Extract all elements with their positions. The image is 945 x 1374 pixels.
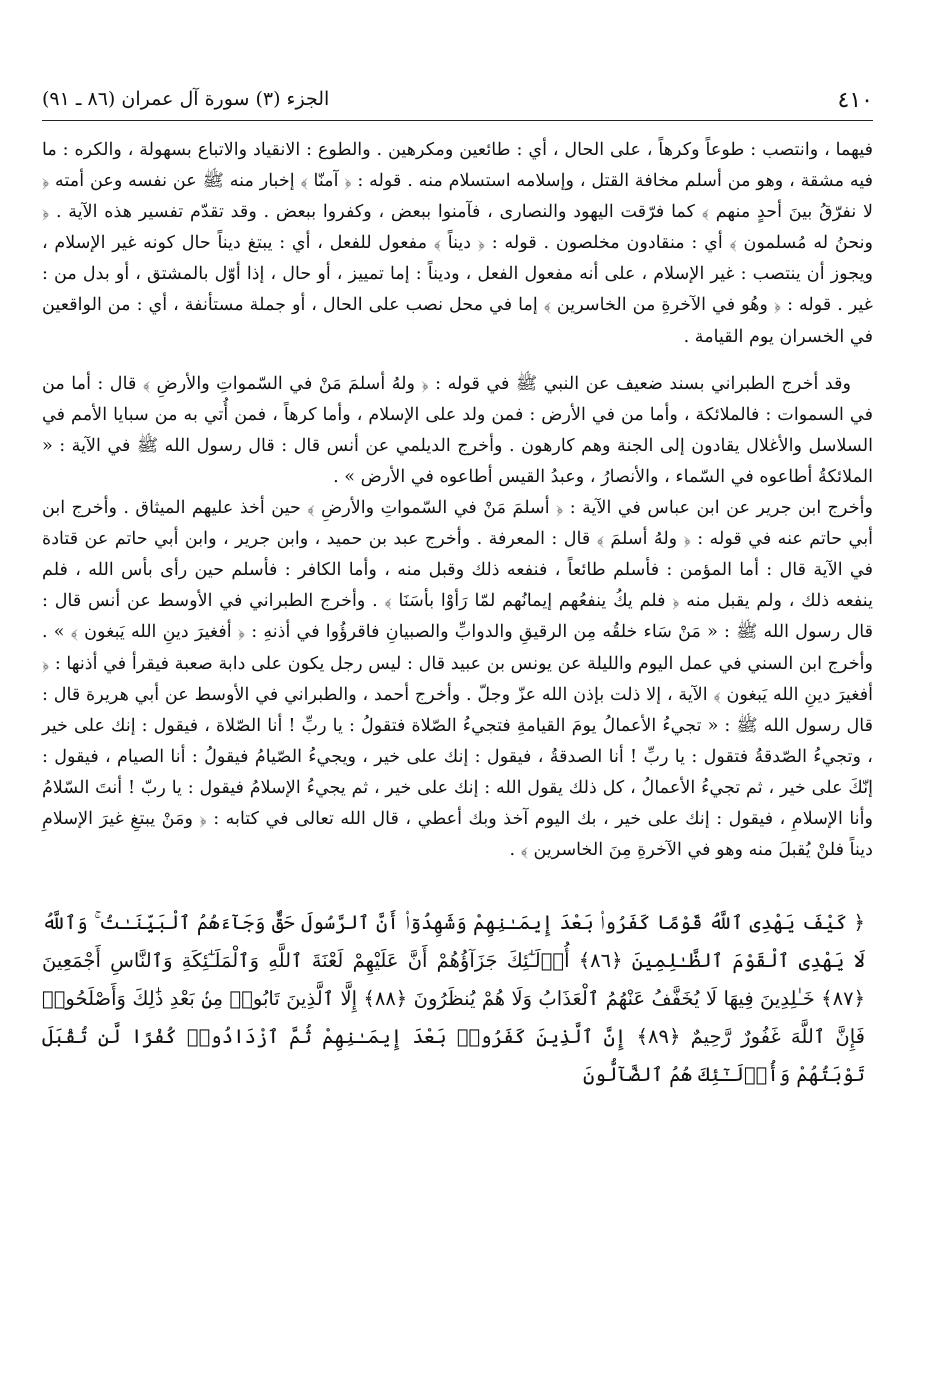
commentary-paragraph-3: وأخرج ابن جرير عن ابن عباس في الآية : ﴿ أسلمَ مَنْ في السّمواتِ والأرضِ ﴾ حين أخذ عليهم الميثاق . وأخرج ابن أبي حاتم عنه في قوله : ﴿ ولهُ أسلمَ ﴾ قال : المعرفة . وأخرج عبد بن حميد ، وابن جرير ، وابن أبي حاتم عن قتادة في الآية قال : أما المؤمن : فأسلم طائعاً ، فنفعه ذلك وقبل منه ، وأما الكافر : فأسلم حين رأى بأس الله ، فلم ينفعه ذلك ، ولم يقبل منه ﴿ فلم يكُ ينفعُهم إيمانُهم لمّا رَأوْا بأسَنَا ﴾ . وأخرج الطبراني في الأوسط عن أنس قال : قال رسول الله ﷺ : « مَنْ سَاء خلقُه مِن الرقيقِ والدوابِّ والصبيانِ فاقرؤُوا في أذنهِ : ﴿ أفغيرَ دينِ الله يَبغون ﴾ » . وأخرج ابن السني في عمل اليوم والليلة عن يونس بن عبيد قال : ليس رجل يكون على دابة صعبة فيقرأ في أذنها : ﴿ أفغيرَ دينِ الله يَبغون ﴾ الآية ، إلا ذلت بإذن الله عزّ وجلّ . وأخرج أحمد ، والطبراني في الأوسط عن أبي هريرة قال : قال رسول الله ﷺ : « تجيءُ الأعمالُ يومَ القيامةِ فتجيءُ الصّلاة فتقولُ : يا ربِّ ! أنا الصّلاة ، فيقول : إنك على خير ، وتجيءُ الصّدقةُ فتقول : يا ربِّ ! أنا الصدقةُ ، فيقول : إنك على خير ، ويجيءُ الصّيامُ فيقولُ : أنا الصيام ، فيقول : إنّكَ على خير ، ثم تجيءُ الأعمالُ ، كل ذلك يقول الله : إنك على خير ، ثم يجيءُ الإسلامُ فيقول : يا ربّ ! أنتَ السّلامُ وأنا الإسلامِ ، فيقول : إنك على خير ، بك اليوم آخذ وبك أعطي ، قال الله تعالى في كتابه : ﴿ ومَنْ يبتغِ غيرَ الإسلامِ ديناً فلنْ يُقبلَ منه وهو في الآخرةِ مِنَ الخاسرين ﴾ . [42,498,873,861]
page-number: ٤١٠ [837,88,873,113]
commentary-paragraph-1: فيهما ، وانتصب : طوعاً وكرهاً ، على الحال ، أي : طائعين ومكرهين . والطوع : الانقياد والاتباع بسهولة ، والكره : ما فيه مشقة ، وهو من أسلم مخافة القتل ، وإسلامه استسلام منه . قوله : ﴿ آمنّا ﴾ إخبار منه ﷺ عن نفسه وعن أمته ﴿ لا نفرّقُ بينَ أحدٍ منهم ﴾ كما فرّقت اليهود والنصارى ، فآمنوا ببعض ، وكفروا ببعض . وقد تقدّم تفسير هذه الآية . ﴿ ونحنُ له مُسلمون ﴾ أي : منقادون مخلصون . قوله : ﴿ ديناً ﴾ مفعول للفعل ، أي : يبتغ ديناً حال كونه غير الإسلام ، ويجوز أن ينتصب : غير الإسلام ، على أنه مفعول الفعل ، وديناً : إما تمييز ، أو حال ، إذا أوّل بالمشتق ، أو بدل من : غير . قوله : ﴿ وهُو في الآخرةِ من الخاسرين ﴾ إما في محل نصب على الحال ، أو جملة مستأنفة ، أي : من الواقعين في الخسران يوم القيامة . [42,140,873,347]
running-title: الجزء (٣) سورة آل عمران (٨٦ ـ ٩١) [42,88,330,110]
commentary-paragraph-2: وقد أخرج الطبراني بسند ضعيف عن النبي ﷺ في قوله : ﴿ ولهُ أسلمَ مَنْ في السّمواتِ والأرضِ ﴾ قال : أما من في السموات : فالملائكة ، وأما من في الأرض : فمن ولد على الإسلام ، وأما كرهاً ، فمن أُتي به من سبايا الأمم في السلاسل والأغلال يقادون إلى الجنة وهم كارهون . وأخرج الديلمي عن أنس قال : قال رسول الله ﷺ في الآية : « الملائكةُ أطاعوه في السّماء ، والأنصارُ ، وعبدُ القيس أطاعوه في الأرض » . [42,373,873,487]
quran-verses-block: ﴿ كَيْفَ يَهْدِى ٱللَّهُ قَوْمًا كَفَرُوا۟ بَعْدَ إِيمَـٰنِهِمْ وَشَهِدُوٓا۟ أَنَّ ٱلرَّسُولَ حَقٌّ وَجَآءَهُمُ ٱلْبَيِّنَـٰتُ ۚ وَٱللَّهُ لَا يَهْدِى ٱلْقَوْمَ ٱلظَّـٰلِمِينَ ﴿٨٦﴾ أُو۟لَـٰٓئِكَ جَزَآؤُهُمْ أَنَّ عَلَيْهِمْ لَعْنَةَ ٱللَّهِ وَٱلْمَلَـٰٓئِكَةِ وَٱلنَّاسِ أَجْمَعِينَ ﴿٨٧﴾ خَـٰلِدِينَ فِيهَا لَا يُخَفَّفُ عَنْهُمُ ٱلْعَذَابُ وَلَا هُمْ يُنظَرُونَ ﴿٨٨﴾ إِلَّا ٱلَّذِينَ تَابُوا۟ مِنۢ بَعْدِ ذَٰلِكَ وَأَصْلَحُوا۟ فَإِنَّ ٱللَّهَ غَفُورٌ رَّحِيمٌ ﴿٨٩﴾ إِنَّ ٱلَّذِينَ كَفَرُوا۟ بَعْدَ إِيمَـٰنِهِمْ ثُمَّ ٱزْدَادُوا۟ كُفْرًا لَّن تُقْبَلَ تَوْبَتُهُمْ وَأُو۟لَـٰٓئِكَ هُمُ ٱلضَّآلُّونَ [42,911,866,1087]
commentary-text [42,135,873,866]
page-header [42,88,873,121]
